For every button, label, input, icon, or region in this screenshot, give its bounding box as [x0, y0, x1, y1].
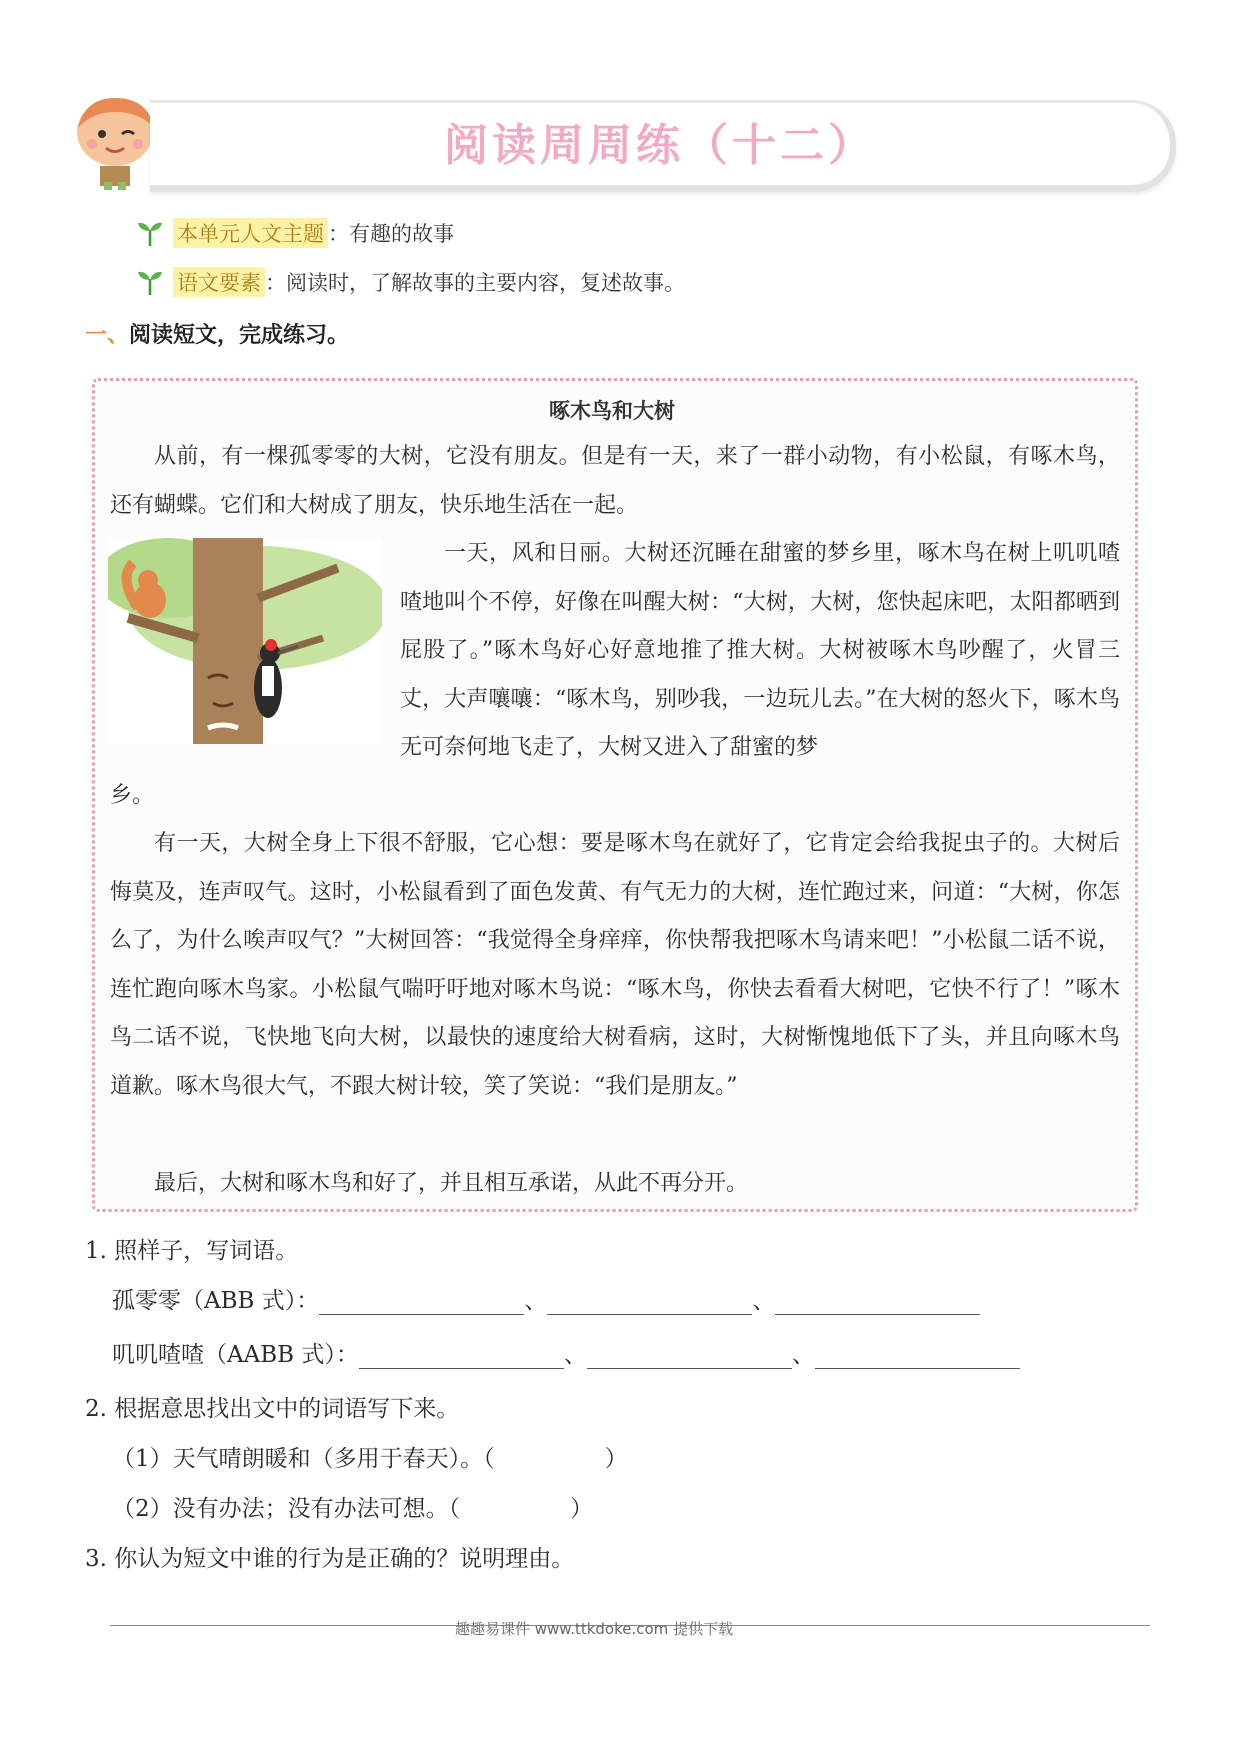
answer-blank[interactable]: [587, 1342, 792, 1369]
passage-title: 啄木鸟和大树: [549, 399, 675, 423]
question-1-line-2: [112, 1336, 1020, 1369]
sprout-icon: [135, 218, 165, 248]
answer-blank[interactable]: [815, 1342, 1020, 1369]
theme-text: 有趣的故事: [349, 222, 454, 246]
passage-paragraph-2: 一天，风和日丽。大树还沉睡在甜蜜的梦乡里，啄木鸟在树上叽叽喳喳地叫个不停，好像在叫醒大树：“大树，大树，您快起床吧，太阳都晒到屁股了。”啄木鸟好心好意地推了推大树。大树被啄木鸟吵醒了，火冒三丈，大声嚷嚷：“啄木鸟，别吵我，一边玩儿去。”在大树的怒火下，啄木鸟无可奈何地飞走了，大树又进入了甜蜜的梦: [400, 541, 1120, 760]
close-paren: ）: [570, 1496, 594, 1522]
passage-paragraph-4: 最后，大树和啄木鸟和好了，并且相互承诺，从此不再分开。: [154, 1171, 749, 1196]
question-2-item-2-text: （2）没有办法；没有办法可想。（: [112, 1496, 461, 1522]
question-2-item-1-text: （1）天气晴朗暖和（多用于春天）。（: [112, 1446, 495, 1472]
theme-line-humanities: [135, 213, 454, 253]
answer-blank[interactable]: [359, 1342, 564, 1369]
blank-separator: 、: [524, 1288, 548, 1314]
close-paren: ）: [604, 1446, 628, 1472]
theme-separator: ：: [328, 222, 349, 246]
question-1-line-1-label: 孤零零（ABB 式）：: [112, 1288, 320, 1314]
answer-blank[interactable]: [319, 1288, 524, 1315]
blank-separator: 、: [563, 1342, 587, 1368]
page-title: 阅读周周练（十二）: [444, 120, 876, 171]
question-1-line-2-label: 叽叽喳喳（AABB 式）：: [112, 1342, 359, 1368]
question-1-line-1: [112, 1282, 980, 1315]
blank-separator: 、: [752, 1288, 776, 1314]
blank-separator: 、: [791, 1342, 815, 1368]
passage-paragraph-3: 有一天，大树全身上下很不舒服，它心想：要是啄木鸟在就好了，它肯定会给我捉虫子的。大树后悔莫及，连声叹气。这时，小松鼠看到了面色发黄、有气无力的大树，连忙跑过来，问道：“大树，你怎么了，为什么唉声叹气？”大树回答：“我觉得全身痒痒，你快帮我把啄木鸟请来吧！”小松鼠二话不说，连忙跑向啄木鸟家。小松鼠气喘吁吁地对啄木鸟说：“啄木鸟，你快去看看大树吧，它快不行了！”啄木鸟二话不说，飞快地飞向大树，以最快的速度给大树看病，这时，大树惭愧地低下了头，并且向啄木鸟道歉。啄木鸟很大气，不跟大树计较，笑了笑说：“我们是朋友。”: [110, 831, 1120, 1099]
section-heading: [85, 318, 349, 349]
passage-paragraph-2-end: 乡。: [110, 783, 155, 808]
theme-text: 阅读时，了解故事的主要内容，复述故事。: [286, 271, 685, 295]
answer-blank[interactable]: [547, 1288, 752, 1315]
section-title: 阅读短文，完成练习。: [129, 323, 350, 348]
section-number: 一、: [85, 323, 130, 348]
tree-woodpecker-illustration: [108, 538, 382, 744]
theme-label: 语文要素: [173, 267, 265, 297]
theme-label: 本单元人文主题: [173, 218, 328, 248]
question-2-title: 2. 根据意思找出文中的词语写下来。: [85, 1396, 460, 1422]
answer-blank[interactable]: [775, 1288, 980, 1315]
theme-separator: ：: [265, 271, 286, 295]
sprout-icon: [135, 267, 165, 297]
question-2-item-1: [112, 1440, 628, 1473]
theme-line-language: [135, 262, 685, 302]
question-3-title: 3. 你认为短文中谁的行为是正确的？说明理由。: [85, 1546, 575, 1572]
footer-watermark: 趣趣易课件 www.ttkdoke.com 提供下载: [455, 1620, 734, 1638]
question-1-title: 1. 照样子，写词语。: [85, 1238, 299, 1264]
question-2-item-2: [112, 1490, 593, 1523]
passage-paragraph-1: 从前，有一棵孤零零的大树，它没有朋友。但是有一天，来了一群小动物，有小松鼠，有啄木鸟，还有蝴蝶。它们和大树成了朋友，快乐地生活在一起。: [110, 444, 1120, 518]
